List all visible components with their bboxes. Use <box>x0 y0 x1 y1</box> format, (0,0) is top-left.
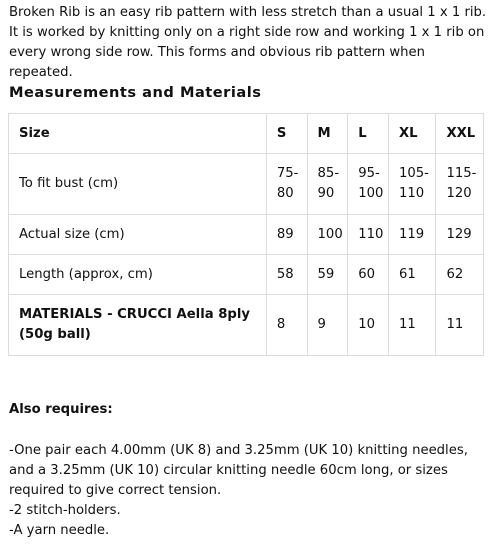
table-header-row <box>9 114 484 154</box>
table-cell: 58 <box>266 255 307 295</box>
table-row <box>9 295 484 356</box>
list-item: -A yarn needle. <box>9 523 110 538</box>
row-label: Length (approx, cm) <box>9 255 267 295</box>
table-cell: 10 <box>348 295 389 356</box>
list-item: -One pair each 4.00mm (UK 8) and 3.25mm (UK 10) knitting needles, and a 3.25mm (UK 10) circular knitting needle 60cm long, or sizes required to give correct tension. <box>9 443 468 498</box>
intro-paragraph: Broken Rib is an easy rib pattern with less stretch than a usual 1 x 1 rib. It is worked by knitting only on a right side row and working 1 x 1 rib on every wrong side row. This forms and obvious rib pattern when repeated. <box>9 5 487 80</box>
measurements-table <box>8 113 484 356</box>
header-xxl: XXL <box>436 114 484 154</box>
table-cell: 11 <box>388 295 436 356</box>
header-m: M <box>307 114 348 154</box>
table-cell: 89 <box>266 215 307 255</box>
table-cell: 115-120 <box>436 154 484 215</box>
table-cell: 100 <box>307 215 348 255</box>
table-cell: 119 <box>388 215 436 255</box>
table-cell: 9 <box>307 295 348 356</box>
row-label: Actual size (cm) <box>9 215 267 255</box>
table-cell: 129 <box>436 215 484 255</box>
header-s: S <box>266 114 307 154</box>
table-cell: 8 <box>266 295 307 356</box>
table-row <box>9 215 484 255</box>
table-cell: 110 <box>348 215 389 255</box>
row-label: MATERIALS - CRUCCI Aella 8ply (50g ball) <box>9 295 267 356</box>
table-cell: 105-110 <box>388 154 436 215</box>
table-cell: 95-100 <box>348 154 389 215</box>
header-l: L <box>348 114 389 154</box>
table-cell: 85-90 <box>307 154 348 215</box>
table-cell: 60 <box>348 255 389 295</box>
header-xl: XL <box>388 114 436 154</box>
table-cell: 62 <box>436 255 484 295</box>
requirements-list <box>9 441 487 541</box>
list-item: -2 stitch-holders. <box>9 503 121 518</box>
table-cell: 59 <box>307 255 348 295</box>
table-cell: 11 <box>436 295 484 356</box>
row-label: To fit bust (cm) <box>9 154 267 215</box>
table-cell: 75-80 <box>266 154 307 215</box>
section-heading: Measurements and Materials <box>9 84 262 101</box>
table-cell: 61 <box>388 255 436 295</box>
table-row <box>9 255 484 295</box>
also-requires-title: Also requires: <box>9 402 113 417</box>
header-size: Size <box>9 114 267 154</box>
table-row <box>9 154 484 215</box>
